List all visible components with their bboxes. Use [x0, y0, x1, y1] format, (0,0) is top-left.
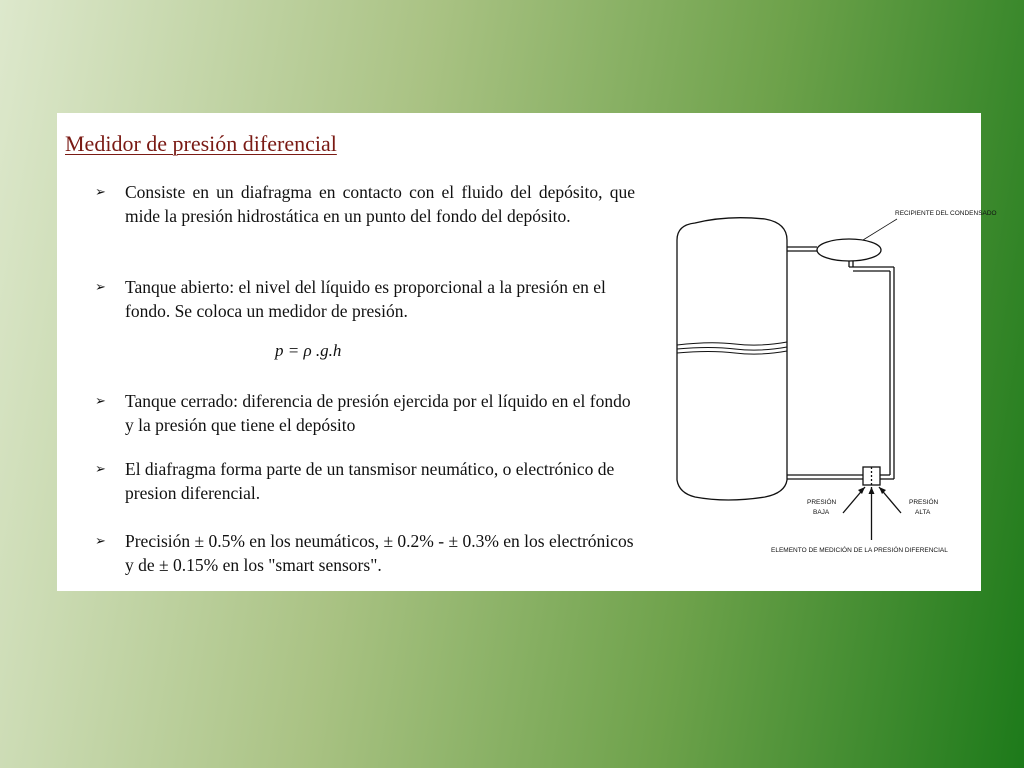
- bullet-text: Tanque cerrado: diferencia de presión ejercida por el líquido en el fondo y la presión que tiene el depósito: [125, 391, 631, 435]
- bullet-item: [95, 457, 635, 505]
- low-pressure-label: PRESIÓN: [807, 499, 837, 506]
- bullet-item: [95, 275, 635, 323]
- bullet-arrow-icon: ➢: [95, 393, 106, 408]
- bullet-arrow-icon: ➢: [95, 461, 106, 476]
- bullet-text: Tanque abierto: el nivel del líquido es proporcional a la presión en el fondo. Se coloca un medidor de presión.: [125, 277, 606, 321]
- high-pressure-label-2: ALTA: [915, 509, 931, 516]
- high-pressure-label: PRESIÓN: [909, 499, 939, 506]
- slide-title: Medidor de presión diferencial: [65, 131, 337, 156]
- low-pressure-label-2: BAJA: [813, 509, 830, 516]
- diagram-caption: ELEMENTO DE MEDICIÓN DE LA PRESIÓN DIFERENCIAL: [771, 547, 948, 554]
- bullet-text: Precisión ± 0.5% en los neumáticos, ± 0.2% - ± 0.3% en los electrónicos y de ± 0.15% en los "smart sensors".: [125, 531, 634, 575]
- tank-outline: [677, 218, 787, 500]
- bullet-item: [95, 389, 635, 437]
- tank-diagram: [665, 195, 997, 570]
- bullet-item: [95, 529, 635, 577]
- bullet-text: El diafragma forma parte de un tansmisor neumático, o electrónico de presion diferencial.: [125, 459, 615, 503]
- liquid-level-line: [677, 342, 787, 345]
- pressure-formula: p = ρ .g.h: [275, 341, 342, 360]
- bullet-arrow-icon: ➢: [95, 184, 106, 199]
- bullet-item: [95, 180, 635, 228]
- bullet-arrow-icon: ➢: [95, 279, 106, 294]
- bullet-text: Consiste en un diafragma en contacto con el fluido del depósito, que mide la presión hidrostática en un punto del fondo del depósito.: [125, 182, 635, 226]
- bullet-arrow-icon: ➢: [95, 533, 106, 548]
- slide-panel: [57, 113, 997, 591]
- condensate-vessel-label: RECIPIENTE DEL CONDENSADO: [895, 210, 997, 217]
- condensate-vessel: [817, 239, 881, 261]
